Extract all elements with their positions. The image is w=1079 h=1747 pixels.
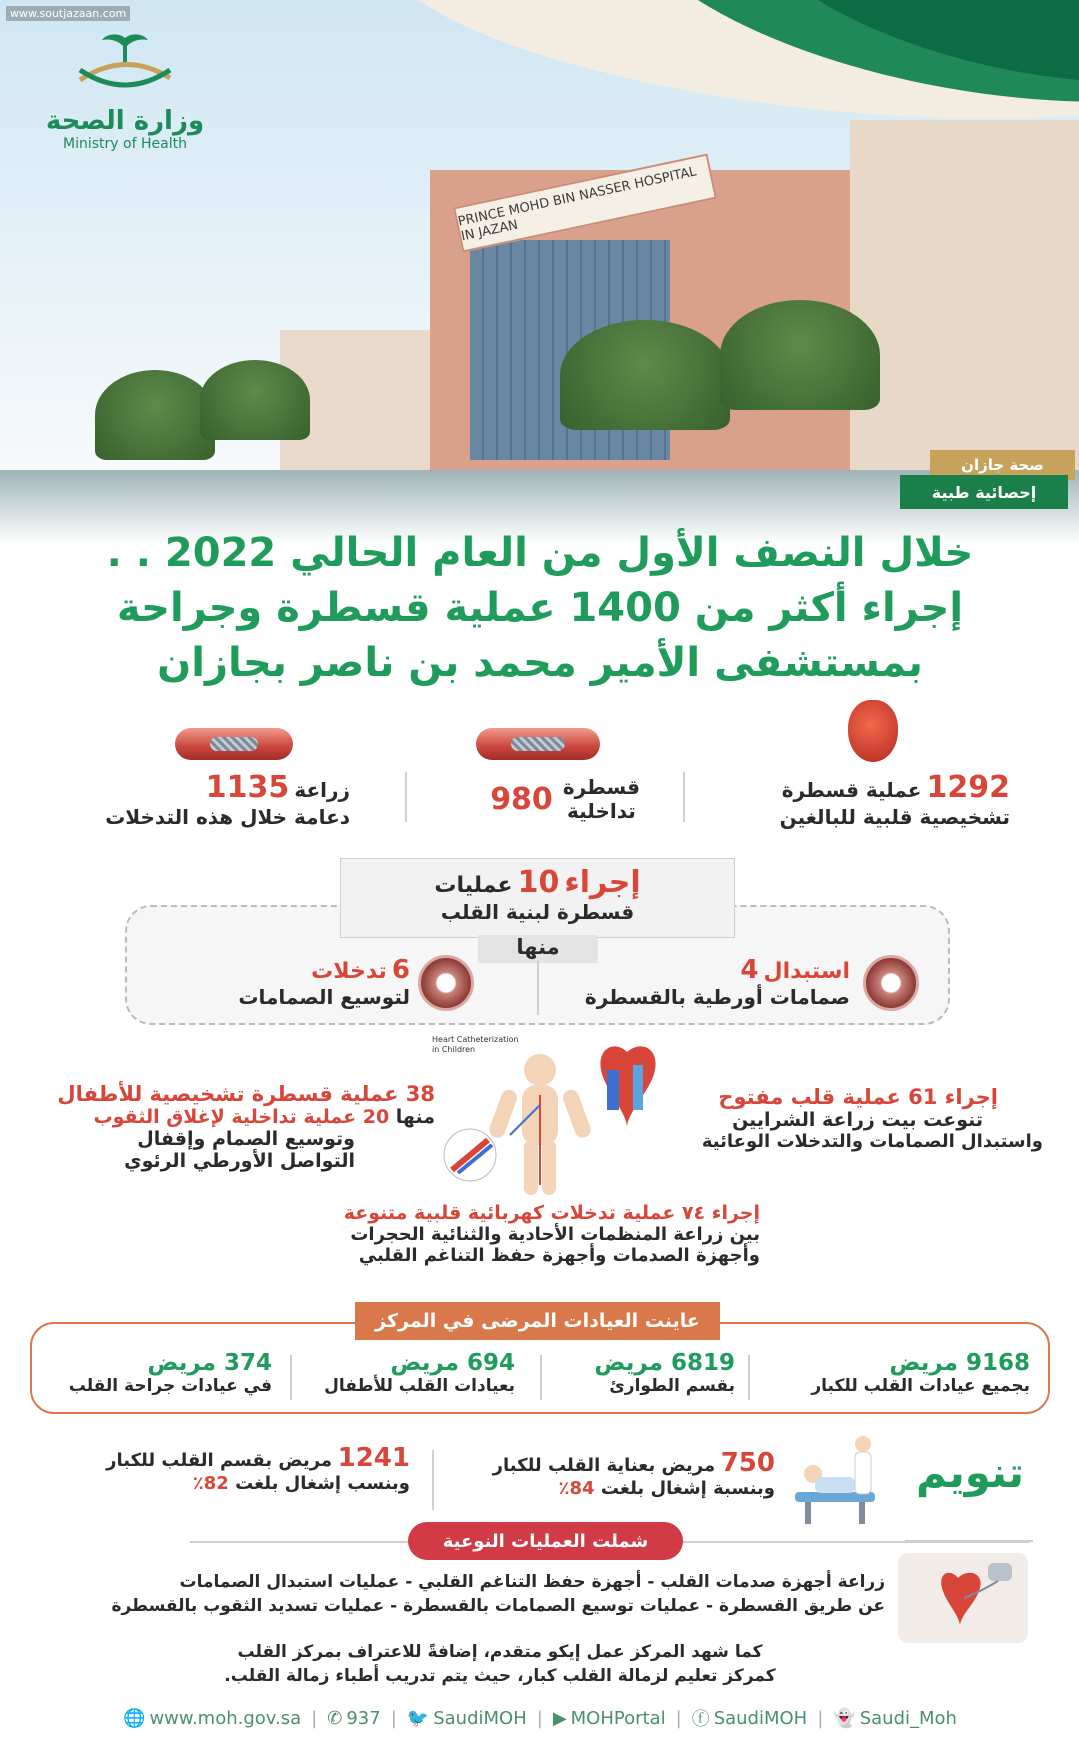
stent-icon [175,728,293,760]
footer-website[interactable] [123,1708,301,1729]
congenital-title-number: 10 [517,865,560,900]
clinic-label: بجميع عيادات القلب للكبار [811,1376,1030,1396]
twitter-icon: 🐦 [406,1707,430,1729]
ward-number: 1241 [337,1443,410,1473]
section-rule [905,1540,1033,1542]
electro-line2: بين زراعة المنظمات الأحادية والثنائية الحجرات [350,1224,760,1245]
valve-dilation-line2: لتوسيع الصمامات [238,985,410,1009]
open-heart-line2: تنوعت بيت زراعة الشرايين [732,1109,983,1131]
stat-number: 1135 [205,770,290,805]
snapchat-icon: 👻 [833,1707,856,1729]
footer-text: www.moh.gov.sa [149,1707,302,1729]
clinic-stat [545,1350,735,1396]
specialized-list [30,1570,885,1618]
footer-twitter[interactable] [407,1708,527,1729]
ward-rate: 82٪ [192,1473,229,1494]
footer-separator: | [390,1707,397,1729]
footer-snapchat[interactable] [833,1708,957,1729]
footer-text: SaudiMOH [433,1707,527,1729]
congenital-title-box [340,858,735,938]
facebook-icon: ⓕ [691,1709,710,1730]
pacemaker-image [898,1553,1028,1643]
valve-dilation [180,955,410,1009]
headline-line1: خلال النصف الأول من العام الحالي 2022 . . [106,530,974,576]
youtube-icon: ▶ [552,1707,567,1729]
moh-logo [40,30,210,160]
valve-replacement-label: استبدال [763,959,850,984]
stat-label: قسطرة [562,775,640,799]
palm-tree [200,360,310,440]
electrophysiology [300,1202,760,1266]
including-label: منها [478,935,598,963]
clinic-count: 9168 مريض [889,1350,1030,1376]
logo-arabic: وزارة الصحة [45,106,205,136]
clinic-stat [300,1350,515,1396]
clinic-count: 694 مريض [390,1350,515,1376]
divider [683,772,685,822]
valve-icon [863,955,919,1011]
stent-icon [476,728,600,760]
hospital-sign: PRINCE MOHD BIN NASSER HOSPITAL IN JAZAN [453,153,717,252]
headline-line3: بمستشفى الأمير محمد بن ناصر بجازان [157,640,923,686]
pediatric-line1: 38 عملية قسطرة تشخيصية للأطفال [57,1082,435,1106]
diagram-caption: Heart Catheterization [432,1035,519,1044]
region-tag: صحة جازان [930,450,1075,480]
stat-stents [60,770,350,829]
divider [290,1355,292,1400]
open-heart-line3: واستبدال الصمامات والتدخلات الوعائية [701,1131,1043,1152]
valve-replacement-number: 4 [740,955,759,985]
footer-separator: | [675,1707,682,1729]
icu-label: مريض بعناية القلب للكبار [492,1455,716,1476]
stat-number: 1292 [926,770,1010,805]
closing-line1: كما شهد المركز عمل إيكو متقدم، إضافةً للاعتراف بمركز القلب [237,1642,763,1662]
footer-separator: | [536,1707,543,1729]
logo-english: Ministry of Health [63,136,187,152]
palm-tree [720,300,880,410]
footer-text: Saudi_Moh [859,1707,957,1729]
specialized-line1: زراعة أجهزة صدمات القلب - أجهزة حفظ التناغم القلبي - عمليات استبدال الصمامات [179,1572,885,1592]
specialized-line2: عن طريق القسطرة - عمليات توسيع الصمامات بالقسطرة - عمليات تسديد الثقوب بالقسطرة [111,1596,885,1616]
palm-tree [95,370,215,460]
stat-label: زراعة [294,778,350,802]
pediatric-line3: وتوسيع الصمام وإقفال [137,1128,355,1150]
icu-number: 750 [720,1448,775,1478]
diagram-caption: in Children [432,1045,476,1054]
stat-label: عملية قسطرة [781,778,922,802]
congenital-title-line2: قسطرة لبنية القلب [440,900,635,924]
congenital-title-suffix: عمليات [434,873,513,898]
stat-label: دعامة خلال هذه التدخلات [105,805,350,829]
congenital-title-prefix: إجراء [564,865,641,900]
footer-text: 937 [346,1707,381,1729]
admission-title: تنويم [916,1448,1024,1497]
clinic-stat [760,1350,1030,1396]
valve-replacement-line2: صمامات أورطية بالقسطرة [584,985,850,1009]
footer-phone[interactable] [327,1708,380,1729]
electro-line1: إجراء ٧٤ عملية تدخلات كهربائية قلبية متنوعة [343,1202,760,1224]
palm-tree [560,320,730,430]
hospital-bed-icon [785,1432,890,1532]
clinic-stat [50,1350,272,1396]
stat-label: تشخيصية قلبية للبالغين [779,805,1010,829]
closing-note [150,1640,850,1688]
footer-separator: | [817,1707,824,1729]
ward-admission [65,1443,410,1494]
clinic-label: بقسم الطوارئ [609,1376,735,1396]
valve-replacement [560,955,850,1009]
pediatric-catheter [40,1082,435,1172]
ward-rate-prefix: وبنسب إشغال بلغت [235,1473,410,1494]
pediatric-line2-red: 20 عملية تداخلية لإغلاق الثقوب [93,1106,390,1128]
ward-label: مريض بقسم القلب للكبار [106,1450,333,1471]
stat-number: 980 [490,781,553,817]
clinic-label: بعيادات القلب للأطفال [324,1376,515,1396]
stat-label: تداخلية [567,799,636,823]
clinic-count: 374 مريض [147,1350,272,1376]
clinic-label: في عيادات جراحة القلب [68,1376,272,1396]
footer-text: SaudiMOH [713,1707,808,1729]
valve-dilation-number: 6 [391,955,410,985]
phone-icon: ✆ [327,1707,343,1729]
category-tag: إحصائية طبية [900,475,1068,509]
stat-diagnostic [720,770,1010,829]
palm-swords-icon [70,30,180,106]
specialized-title: شملت العمليات النوعية [408,1522,683,1560]
heart-icon [848,700,898,762]
footer-text: MOHPortal [570,1707,666,1729]
divider [405,772,407,822]
divider [748,1355,750,1400]
closing-line2: كمركز تعليم لزمالة القلب كبار، حيث يتم تدريب أطباء زمالة القلب. [224,1666,776,1686]
divider [540,1355,542,1400]
clinic-count: 6819 مريض [594,1350,735,1376]
footer-youtube[interactable] [553,1708,666,1729]
valve-icon [418,955,474,1011]
building [850,120,1079,470]
icu-rate: 84٪ [558,1478,595,1499]
open-heart-line1: إجراء 61 عملية قلب مفتوح [718,1085,998,1109]
watermark: www.soutjazaan.com [6,6,130,21]
stat-interventional [470,775,640,823]
icu-admission [440,1448,775,1499]
globe-icon: 🌐 [123,1707,146,1729]
pediatric-line4: التواصل الأورطي الرئوي [124,1150,355,1172]
headline-line2: إجراء أكثر من 1400 عملية قسطرة وجراحة [116,585,964,631]
divider [432,1450,434,1510]
clinics-title: عاينت العيادات المرضى في المركز [355,1302,720,1340]
footer-contacts [40,1700,1040,1736]
icu-rate-prefix: وبنسبة إشغال بلغت [600,1478,775,1499]
footer-separator: | [311,1707,318,1729]
valve-dilation-label: تدخلات [311,959,387,984]
pediatric-line2-prefix: منها [395,1106,435,1128]
electro-line3: وأجهزة الصدمات وأجهزة حفظ التناغم القلبي [358,1245,760,1266]
open-heart [668,1085,1043,1152]
divider [537,960,539,1015]
anatomical-heart-icon [595,1040,660,1130]
footer-facebook[interactable] [692,1705,808,1731]
